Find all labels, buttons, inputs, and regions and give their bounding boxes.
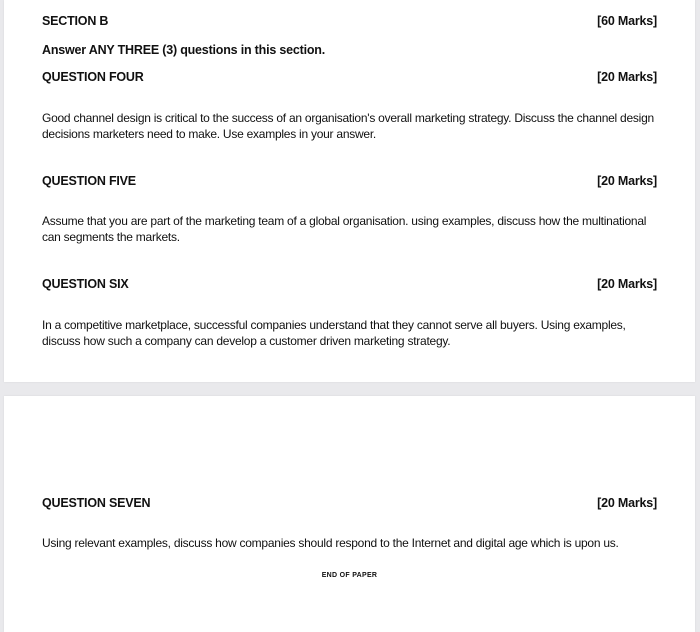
question-four-text: Good channel design is critical to the success of an organisation's overall marketing strategy. Discuss the channel design decisions marketers need to make. Use examples in your answer. [42, 111, 654, 141]
question-marks: [20 Marks] [597, 174, 657, 188]
question-heading: QUESTION FIVE [42, 174, 136, 188]
question-marks: [20 Marks] [597, 70, 657, 84]
question-six-header [42, 277, 657, 291]
question-heading: QUESTION FOUR [42, 70, 144, 84]
exam-page-1 [4, 0, 695, 382]
question-marks: [20 Marks] [597, 277, 657, 291]
question-seven-text: Using relevant examples, discuss how companies should respond to the Internet and digital age which is upon us. [42, 536, 619, 550]
section-instruction: Answer ANY THREE (3) questions in this section. [42, 43, 326, 57]
end-of-paper: END OF PAPER [321, 572, 378, 579]
question-seven-header [42, 496, 657, 510]
question-marks: [20 Marks] [597, 496, 657, 510]
section-header [42, 14, 657, 28]
section-marks: [60 Marks] [597, 14, 657, 28]
question-six-text: In a competitive marketplace, successful companies understand that they cannot serve all buyers. Using examples, discuss how such a company can develop a customer driven marketing strategy. [42, 318, 626, 348]
question-heading: QUESTION SIX [42, 277, 129, 291]
question-four-header [42, 70, 657, 84]
section-title: SECTION B [42, 14, 109, 28]
question-five-header [42, 174, 657, 188]
question-heading: QUESTION SEVEN [42, 496, 151, 510]
question-five-text: Assume that you are part of the marketing team of a global organisation. using examples, discuss how the multinational can segments the markets. [42, 214, 647, 244]
exam-page-2 [4, 396, 695, 632]
